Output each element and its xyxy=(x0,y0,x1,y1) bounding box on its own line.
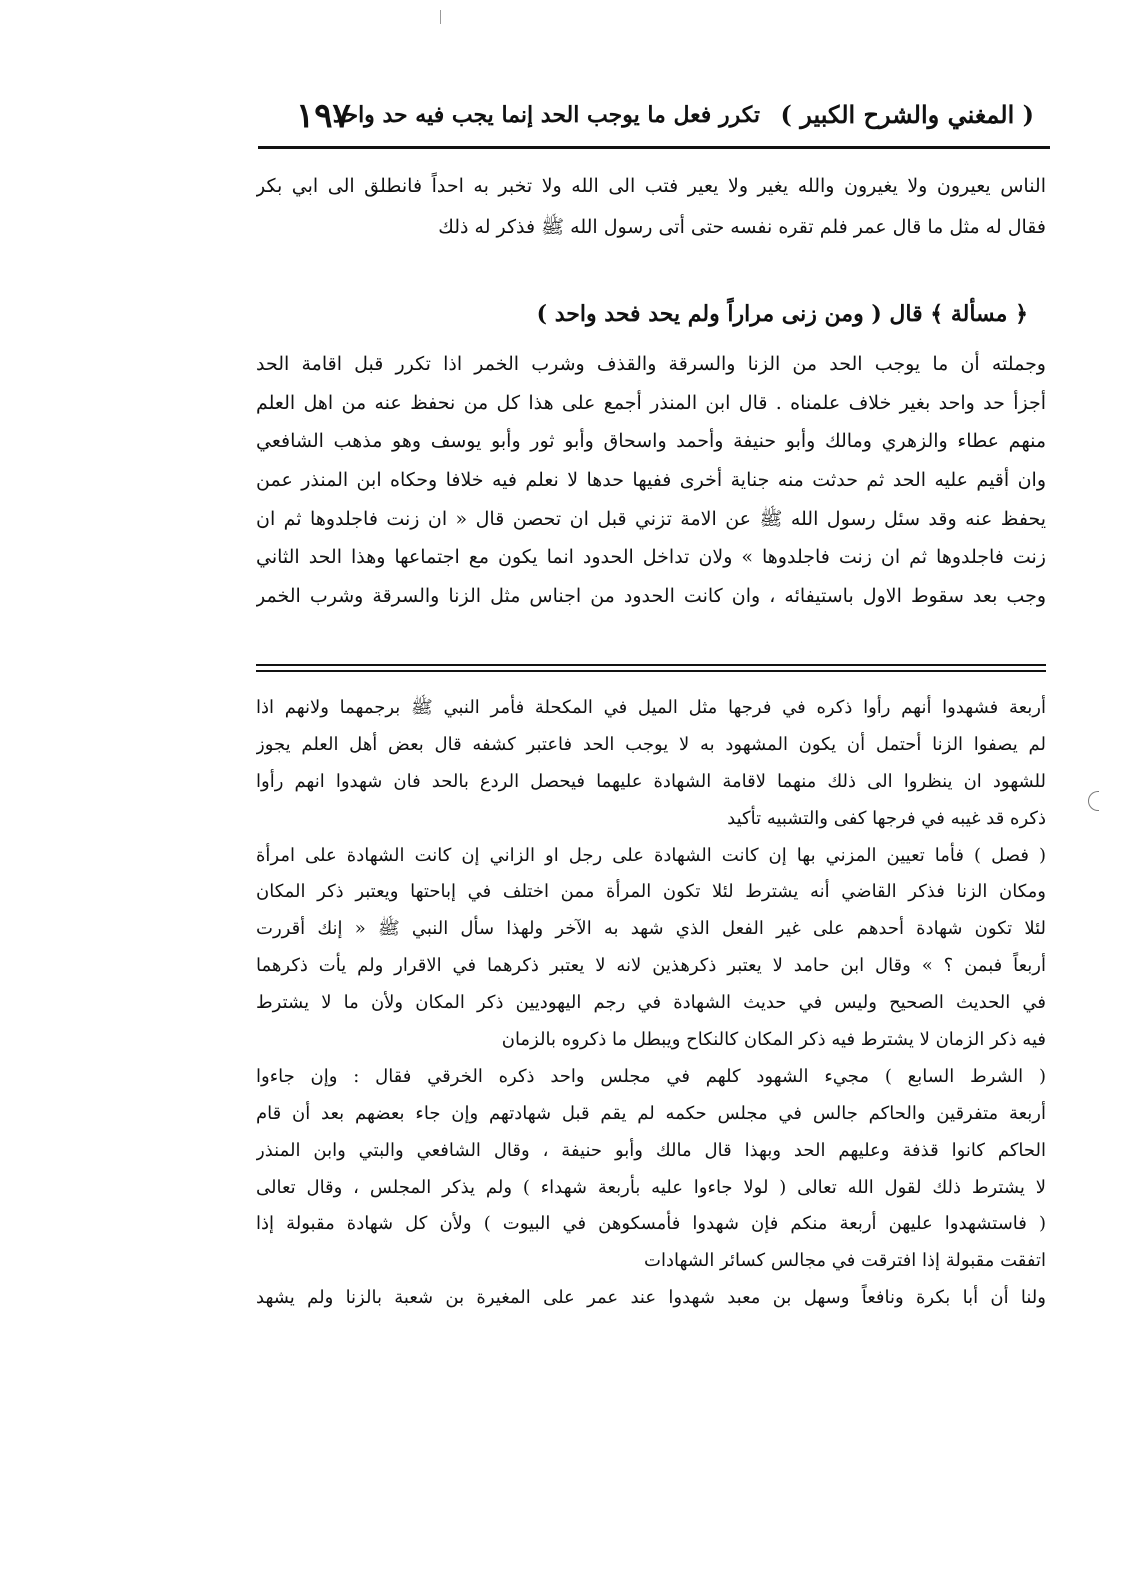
text-line: لم يصفوا الزنا أحتمل أن يكون المشهود به لا يوجب الحد فاعتبر كشفه قال بعض أهل العلم يجوز xyxy=(256,733,1046,755)
text-line: الناس يعيرون ولا يغيرون والله يغير ولا يعير فتب الى الله ولا تخبر به احداً فانطلق الى ابي بكر xyxy=(256,175,1046,197)
text-line: يحفظ عنه وقد سئل رسول الله ﷺ عن الامة تزني قبل ان تحصن قال « ان زنت فاجلدوها ثم ان xyxy=(256,507,1046,530)
text-line: أجزأ حد واحد بغير خلاف علمناه . قال ابن المنذر أجمع على هذا كل من نحفظ عنه من اهل العلم xyxy=(256,391,1046,414)
chapter-title: تكرر فعل ما يوجب الحد إنما يجب فيه حد واحد xyxy=(332,102,760,128)
text-line: في الحديث الصحيح وليس في حديث الشهادة في رجم اليهوديين ذكر المكان ولأن ما لا يشترط xyxy=(256,992,1046,1014)
text-line: الحاكم كانوا قذفة وعليهم الحد وبهذا قال مالك وأبو حنيفة ، وقال الشافعي والبتي وابن المنذر xyxy=(256,1139,1046,1161)
scan-mark xyxy=(440,10,441,24)
text-line: ومكان الزنا فذكر القاضي أنه يشترط لئلا تكون المرأة ممن اختلف في إباحتها ويعتبر ذكر المكان xyxy=(256,881,1046,903)
text-line: ( فاستشهدوا عليهن أربعة منكم فإن شهدوا فأمسكوهن في البيوت ) ولأن كل شهادة مقبولة إذا xyxy=(256,1213,1046,1235)
running-header xyxy=(258,96,1052,142)
text-line: للشهود ان ينظروا الى ذلك منهما لاقامة الشهادة عليهما فيحصل الردع بالحد فان شهدوا انهم رأوا xyxy=(256,770,1046,792)
text-line: ذكره قد غيبه في فرجها كفى والتشبيه تأكيد xyxy=(727,807,1046,829)
text-line: وجملته أن ما يوجب الحد من الزنا والسرقة والقذف وشرب الخمر اذا تكرر قبل اقامة الحد xyxy=(256,353,1046,375)
text-line: أربعاً فبمن ؟ » وقال ابن حامد لا يعتبر ذكرهذين لانه لا يعتبر ذكرهما في الاقرار ولم يأت ذكرهما xyxy=(256,955,1046,977)
text-line: زنت فاجلدوها ثم ان زنت فاجلدوها » ولان تداخل الحدود انما يكون مع اجتماعها وهذا الحد الثاني xyxy=(256,546,1046,569)
text-line: فيه ذكر الزمان لا يشترط فيه ذكر المكان كالنكاح ويبطل ما ذكروه بالزمان xyxy=(501,1029,1046,1051)
text-line: ( فصل ) فأما تعيين المزني بها إن كانت الشهادة على رجل او الزاني إن كانت الشهادة على امرأة xyxy=(256,844,1046,866)
text-line: لئلا تكون شهادة أحدهم على غير الفعل الذي شهد به الآخر ولهذا سأل النبي ﷺ « إنك أقررت xyxy=(256,918,1046,940)
separator-rule-top xyxy=(256,664,1046,666)
text-line: وجب بعد سقوط الاول باستيفائه ، وان كانت الحدود من اجناس مثل الزنا والسرقة وشرب الخمر xyxy=(256,585,1046,608)
text-line: فقال له مثل ما قال عمر فلم تقره نفسه حتى أتى رسول الله ﷺ فذكر له ذلك xyxy=(438,216,1046,238)
page-number: ١٩٧ xyxy=(296,96,351,136)
text-line: ولنا أن أبا بكرة ونافعاً وسهل بن معبد شهدوا عند عمر على المغيرة بن شعبة بالزنا ولم يشهد xyxy=(256,1287,1046,1309)
header-rule xyxy=(258,146,1050,149)
commentary-text xyxy=(256,690,1046,1317)
text-line: أربعة فشهدوا أنهم رأوا ذكره في فرجها مثل الميل في المكحلة فأمر النبي ﷺ برجمهما ولانهم اذا xyxy=(256,697,1046,718)
masala-heading: ﴿ مسألة ﴾ قال ( ومن زنى مراراً ولم يحد فحد واحد ) xyxy=(536,301,1028,327)
text-line: منهم عطاء والزهري ومالك وأبو حنيفة وأحمد واسحاق وأبو ثور وأبو يوسف وهو مذهب الشافعي xyxy=(256,430,1046,453)
margin-bracket-mark xyxy=(1088,791,1099,811)
text-line: اتفقت مقبولة إذا افترقت في مجالس كسائر الشهادات xyxy=(644,1250,1046,1272)
continued-text xyxy=(256,166,1046,248)
text-line: أربعة متفرقين والحاكم جالس في مجلس حكمه لم يقم قبل شهادتهم وإن جاء بعضهم بعد أن قام xyxy=(256,1102,1046,1124)
text-line: ( الشرط السابع ) مجيء الشهود كلهم في مجلس واحد ذكره الخرقي فقال : وإن جاءوا xyxy=(256,1065,1046,1087)
separator-rule-bottom xyxy=(256,670,1046,672)
book-title: ( المغني والشرح الكبير ) xyxy=(780,100,1034,129)
main-text xyxy=(256,345,1046,616)
text-line: وان أقيم عليه الحد ثم حدثت منه جناية أخرى ففيها حدها لا نعلم فيه خلافا وحكاه ابن المنذر عمن xyxy=(256,469,1046,492)
text-line: لا يشترط ذلك لقول الله تعالى ( لولا جاءوا عليه بأربعة شهداء ) ولم يذكر المجلس ، وقال تعالى xyxy=(256,1176,1046,1198)
